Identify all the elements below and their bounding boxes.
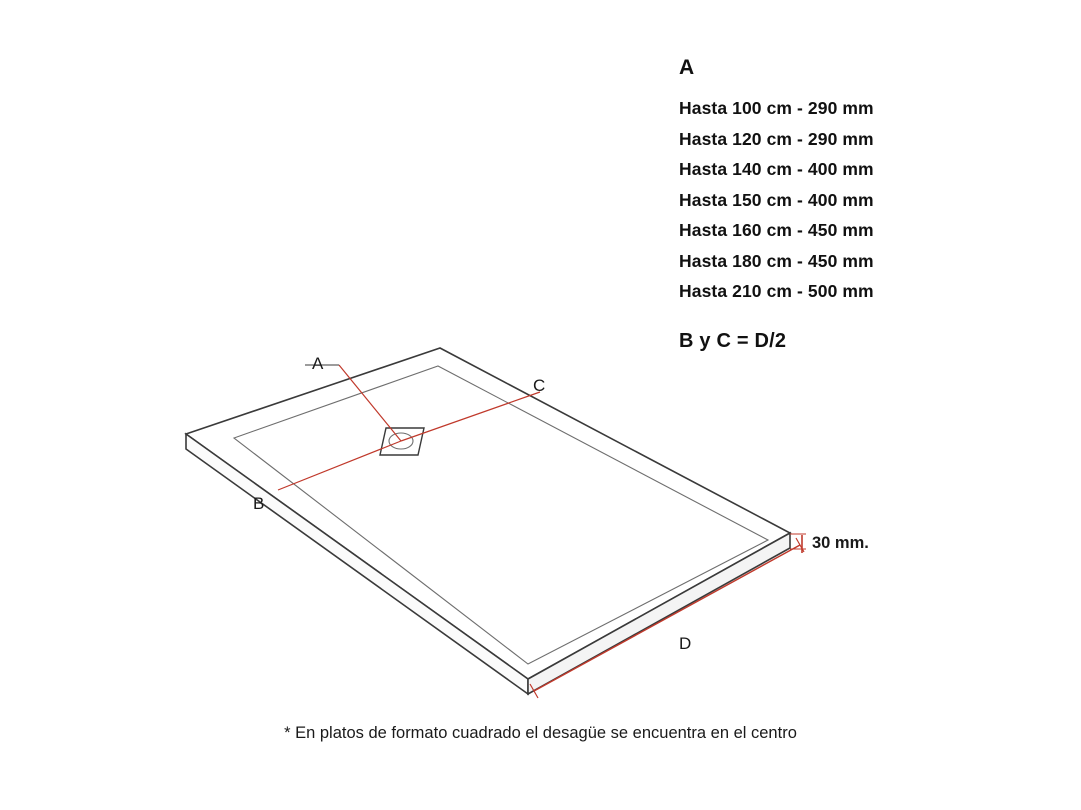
spec-line: Hasta 150 cm - 400 mm [679,189,874,210]
dimension-label-d: D [679,634,692,653]
spec-line: Hasta 100 cm - 290 mm [679,98,874,118]
spec-line: Hasta 160 cm - 450 mm [679,220,874,240]
drain-square [380,428,424,455]
spec-line: Hasta 140 cm - 400 mm [679,159,874,179]
spec-line: Hasta 210 cm - 500 mm [679,281,874,301]
dimension-label-a: A [312,354,324,373]
spec-line: Hasta 180 cm - 450 mm [679,250,874,271]
dimension-label-b: B [253,494,265,513]
footnote-text: * En platos de formato cuadrado el desagüe se encuentra en el centro [284,724,797,742]
dimension-label-c: C [533,376,546,395]
spec-title: A [679,56,695,79]
thickness-label: 30 mm. [812,534,869,552]
spec-formula: B y C = D/2 [679,330,787,352]
spec-line: Hasta 120 cm - 290 mm [679,128,874,149]
specification-panel [679,56,1019,353]
